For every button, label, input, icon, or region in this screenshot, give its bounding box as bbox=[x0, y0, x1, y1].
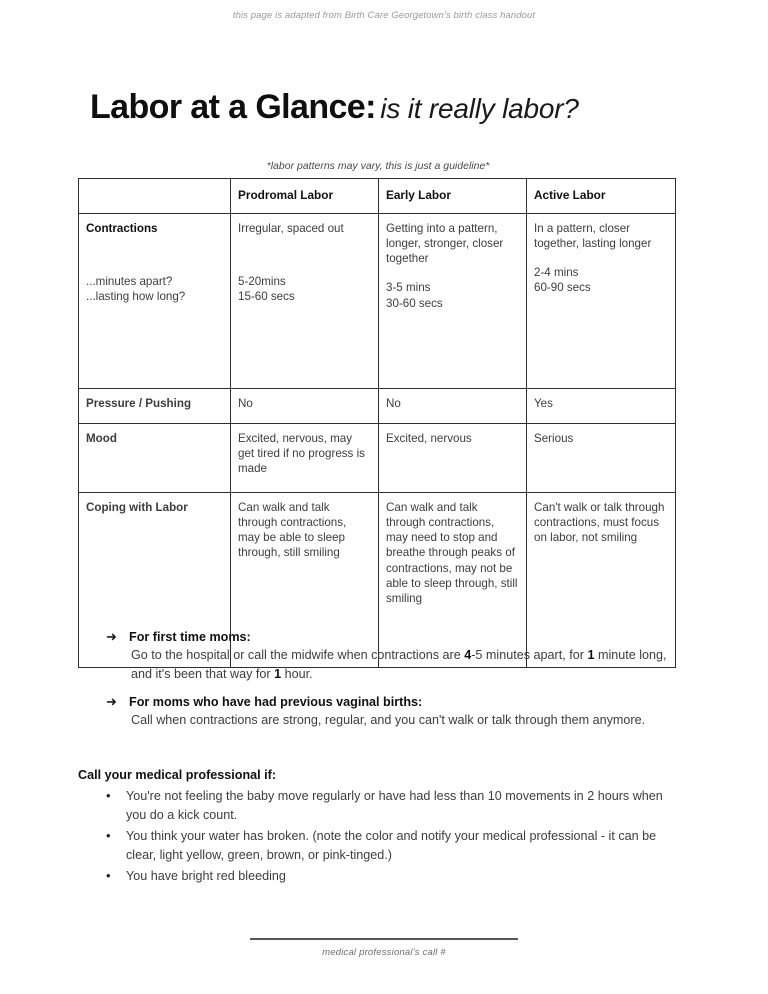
contractions-active-desc: In a pattern, closer together, lasting longer bbox=[534, 221, 652, 250]
contractions-label: Contractions bbox=[86, 221, 158, 235]
page-attribution: this page is adapted from Birth Care Georgetown's birth class handout bbox=[232, 10, 536, 21]
contractions-question-lasting: ...lasting how long? bbox=[86, 290, 186, 304]
bullet-text: You have bright red bleeding bbox=[126, 868, 286, 883]
spacer bbox=[386, 266, 518, 280]
cell-mood-early: Excited, nervous bbox=[379, 423, 527, 492]
title-subtitle: is it really labor? bbox=[380, 93, 579, 124]
cell-pressure-early: No bbox=[379, 388, 527, 423]
list-item bbox=[78, 867, 678, 886]
guidance-arrow-list bbox=[106, 628, 686, 738]
row-label-mood: Mood bbox=[79, 423, 231, 492]
body-text-3: minute long, and it's been that way for bbox=[131, 648, 667, 682]
contractions-prodromal-minutes: 5-20mins bbox=[238, 274, 286, 288]
bold-value-1-minute: 1 bbox=[587, 648, 595, 663]
guideline-note: *labor patterns may vary, this is just a guideline* bbox=[266, 160, 490, 172]
page-title bbox=[90, 88, 690, 127]
row-label-pressure-pushing: Pressure / Pushing bbox=[79, 388, 231, 423]
cell-pressure-active: Yes bbox=[527, 388, 676, 423]
previous-births-body: Call when contractions are strong, regular, and you can't walk or talk through them anymore. bbox=[131, 712, 646, 727]
call-professional-heading: Call your medical professional if: bbox=[78, 768, 277, 782]
cell-coping-prodromal: Can walk and talk through contractions, may be able to sleep through, still smiling bbox=[231, 492, 379, 667]
spacer bbox=[534, 251, 667, 265]
cell-mood-prodromal: Excited, nervous, may get tired if no progress is made bbox=[231, 423, 379, 492]
arrow-right-icon: ➜ bbox=[106, 693, 117, 709]
cell-mood-active: Serious bbox=[527, 423, 676, 492]
write-in-line bbox=[250, 938, 518, 940]
table-row-mood bbox=[79, 423, 676, 492]
table-header-prodromal: Prodromal Labor bbox=[231, 179, 379, 214]
cell-contractions-prodromal bbox=[231, 213, 379, 388]
table-row-contractions bbox=[79, 213, 676, 388]
row-label-coping: Coping with Labor bbox=[79, 492, 231, 667]
bullet-dot-icon: • bbox=[106, 827, 111, 843]
cell-pressure-prodromal: No bbox=[231, 388, 379, 423]
body-text-1: Go to the hospital or call the midwife when contractions are bbox=[131, 648, 465, 663]
contractions-question-minutes: ...minutes apart? bbox=[86, 274, 173, 288]
cell-coping-early: Can walk and talk through contractions, may need to stop and breathe through peaks of contractions, may not be able to sleep through, still smiling bbox=[379, 492, 527, 667]
contractions-prodromal-lasting: 15-60 secs bbox=[238, 290, 295, 304]
contractions-early-desc: Getting into a pattern, longer, stronger, closer together bbox=[386, 221, 504, 266]
table-header-blank bbox=[79, 179, 231, 214]
spacer bbox=[86, 236, 222, 274]
contractions-prodromal-desc: Irregular, spaced out bbox=[238, 221, 344, 235]
cell-contractions-active bbox=[527, 213, 676, 388]
bold-value-4: 4 bbox=[464, 648, 472, 663]
table-row-pressure-pushing bbox=[79, 388, 676, 423]
list-item bbox=[78, 787, 678, 825]
bullet-dot-icon: • bbox=[106, 788, 111, 803]
call-professional-section bbox=[78, 768, 678, 887]
contractions-active-minutes: 2-4 mins bbox=[534, 266, 579, 280]
cell-coping-active: Can't walk or talk through contractions, must focus on labor, not smiling bbox=[527, 492, 676, 667]
body-text-4: hour. bbox=[281, 667, 313, 682]
table-header-row bbox=[79, 179, 676, 214]
row-label-contractions bbox=[79, 213, 231, 388]
footer bbox=[0, 938, 768, 958]
table-header-active: Active Labor bbox=[527, 179, 676, 214]
body-text-2: -5 minutes apart, for bbox=[471, 648, 588, 663]
call-professional-bullet-list bbox=[78, 787, 678, 885]
bold-value-1-hour: 1 bbox=[274, 667, 282, 682]
table-header-early: Early Labor bbox=[379, 179, 527, 214]
arrow-item-first-time-moms bbox=[106, 628, 686, 685]
footer-caption: medical professional's call # bbox=[322, 947, 446, 958]
contractions-early-lasting: 30-60 secs bbox=[386, 296, 443, 310]
contractions-active-lasting: 60-90 secs bbox=[534, 281, 591, 295]
list-item bbox=[78, 827, 678, 865]
labor-comparison-table bbox=[78, 178, 676, 668]
spacer bbox=[238, 236, 370, 274]
bullet-text: You're not feeling the baby move regularly or have had less than 10 movements in 2 hours when you do a kick count. bbox=[126, 789, 663, 822]
contractions-early-minutes: 3-5 mins bbox=[386, 281, 431, 295]
title-main: Labor at a Glance: bbox=[90, 88, 376, 126]
first-time-moms-body bbox=[129, 646, 686, 684]
previous-births-heading: For moms who have had previous vaginal births: bbox=[129, 694, 423, 709]
cell-contractions-early bbox=[379, 213, 527, 388]
first-time-moms-heading: For first time moms: bbox=[129, 630, 251, 644]
arrow-item-previous-births bbox=[106, 693, 686, 730]
bullet-dot-icon: • bbox=[106, 867, 111, 883]
arrow-right-icon: ➜ bbox=[106, 629, 117, 644]
bullet-text: You think your water has broken. (note the color and notify your medical professional - it can be clear, light yellow, green, brown, or pink-tinged.) bbox=[126, 828, 657, 862]
